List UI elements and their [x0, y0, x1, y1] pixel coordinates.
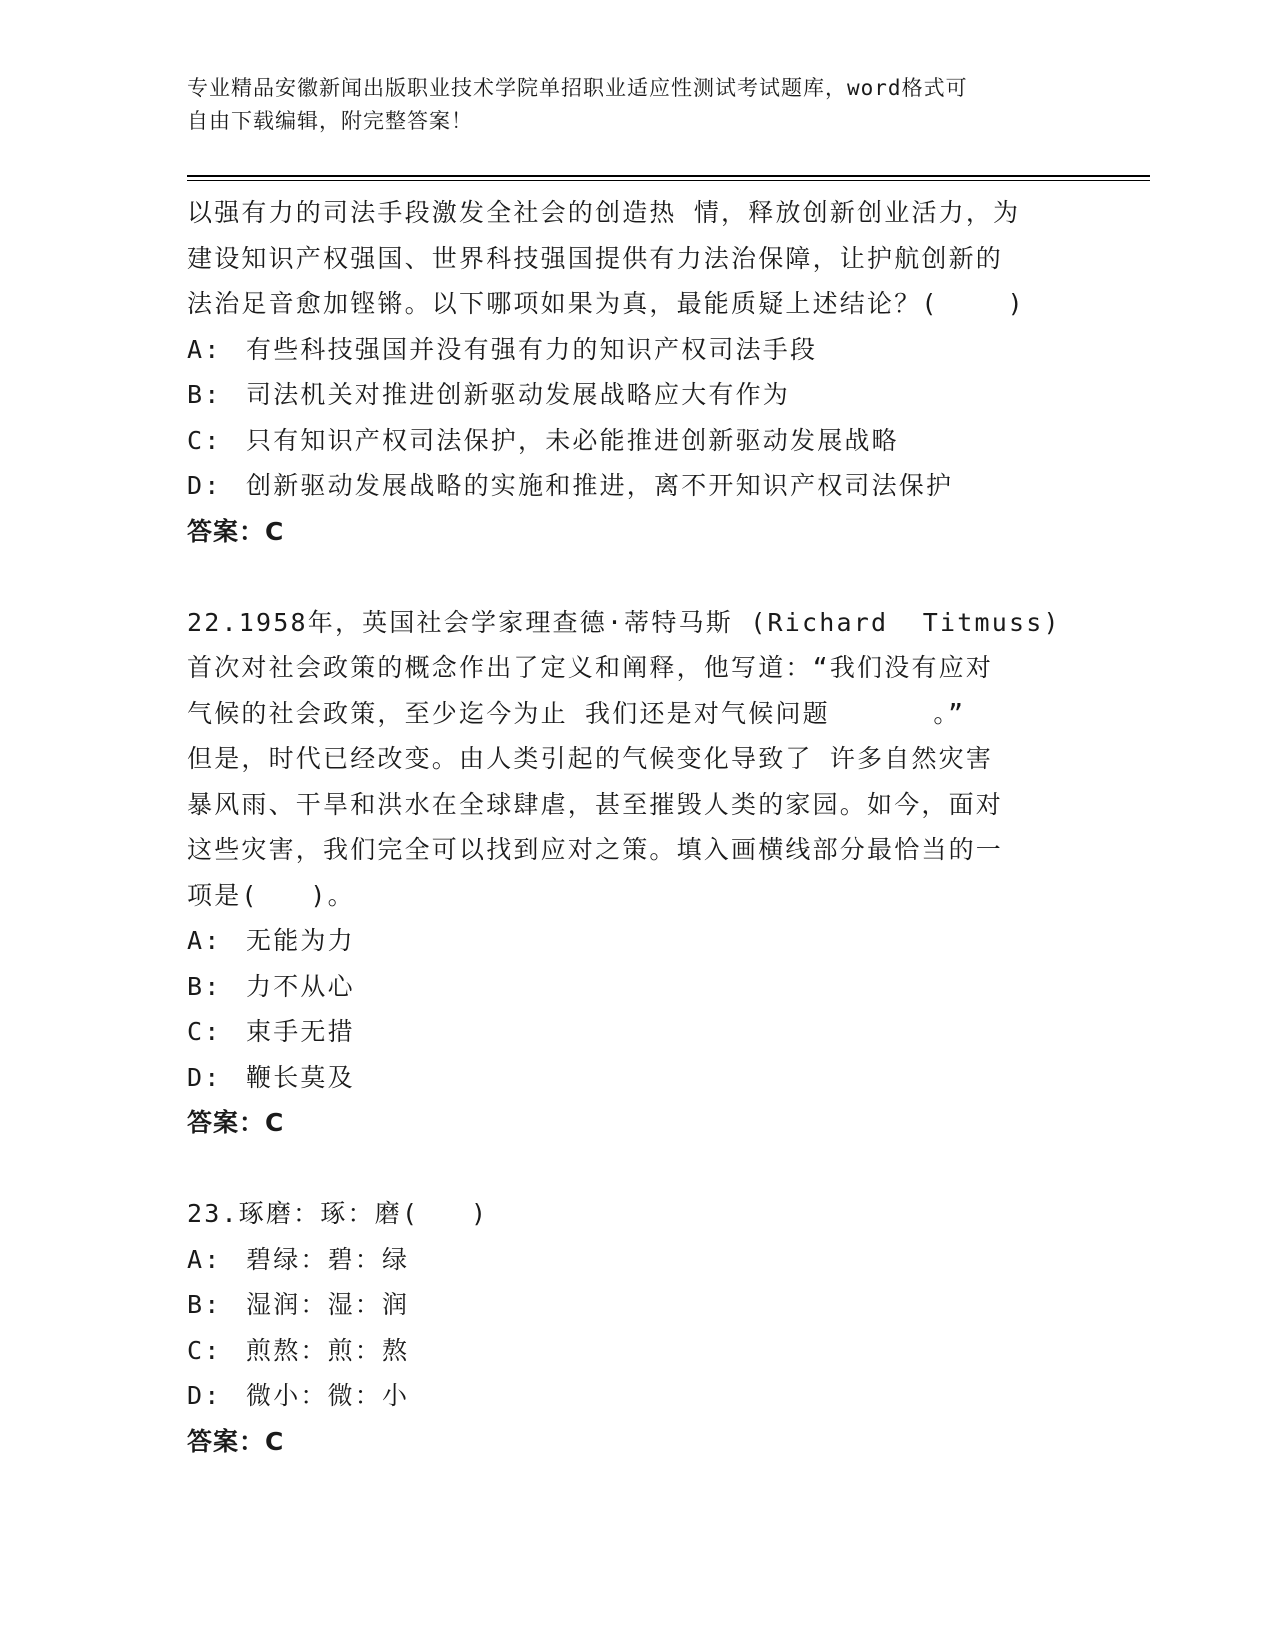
document-header — [187, 72, 1087, 138]
option-text: 微小：微：小 — [246, 1381, 410, 1410]
option-c — [187, 1009, 1087, 1055]
option-label: D: — [187, 1062, 222, 1092]
option-label: B: — [187, 380, 222, 409]
question-21 — [187, 190, 1087, 554]
header-rule-thick — [187, 175, 1150, 177]
option-d — [187, 1055, 1087, 1101]
option-b — [187, 964, 1087, 1010]
header-rule-thin — [187, 180, 1150, 181]
answer: 答案：C — [187, 1426, 285, 1456]
option-text: 束手无措 — [246, 1017, 355, 1046]
question-text-line: 22.1958年，英国社会学家理查德·蒂特马斯 (Richard Titmuss) — [187, 607, 1061, 637]
answer: 答案：C — [187, 516, 285, 546]
option-label: B: — [187, 1290, 222, 1319]
spacer — [187, 554, 1087, 600]
option-label: C: — [187, 1017, 222, 1046]
question-text-line: 项是( )。 — [187, 880, 355, 910]
option-text: 创新驱动发展战略的实施和推进，离不开知识产权司法保护 — [246, 471, 954, 500]
document-body — [187, 190, 1087, 1464]
question-text-line: 但是，时代已经改变。由人类引起的气候变化导致了 许多自然灾害 — [187, 744, 994, 773]
option-d — [187, 463, 1087, 509]
option-c — [187, 418, 1087, 464]
option-label: D: — [187, 471, 222, 500]
header-line-2: 自由下载编辑，附完整答案！ — [187, 109, 473, 133]
option-a — [187, 1237, 1087, 1283]
option-b — [187, 1282, 1087, 1328]
option-text: 力不从心 — [246, 971, 355, 1001]
question-text-line: 气候的社会政策，至少迄今为止 我们还是对气候问题 。” — [187, 698, 966, 728]
spacer — [187, 1146, 1087, 1192]
question-23 — [187, 1191, 1087, 1464]
option-text: 只有知识产权司法保护，未必能推进创新驱动发展战略 — [246, 425, 899, 455]
option-a — [187, 327, 1087, 373]
option-text: 有些科技强国并没有强有力的知识产权司法手段 — [246, 334, 818, 364]
option-c — [187, 1328, 1087, 1374]
question-text-line: 建设知识产权强国、世界科技强国提供有力法治保障，让护航创新的 — [187, 243, 1004, 273]
question-22 — [187, 600, 1087, 1146]
option-label: B: — [187, 971, 222, 1001]
question-text-line: 法治足音愈加铿锵。以下哪项如果为真，最能质疑上述结论？( ) — [187, 289, 1025, 318]
option-label: A: — [187, 334, 222, 364]
question-text-line: 首次对社会政策的概念作出了定义和阐释，他写道：“我们没有应对 — [187, 653, 994, 682]
option-text: 湿润：湿：润 — [246, 1290, 410, 1319]
option-text: 无能为力 — [246, 926, 355, 955]
option-text: 鞭长莫及 — [246, 1062, 355, 1092]
option-text: 煎熬：煎：熬 — [246, 1335, 410, 1365]
option-text: 司法机关对推进创新驱动发展战略应大有作为 — [246, 380, 791, 409]
question-text-line: 以强有力的司法手段激发全社会的创造热 情，释放创新创业活力，为 — [187, 198, 1021, 227]
option-label: D: — [187, 1381, 222, 1410]
option-a — [187, 918, 1087, 964]
question-text-line: 暴风雨、干旱和洪水在全球肆虐，甚至摧毁人类的家园。如今，面对 — [187, 789, 1004, 819]
answer: 答案：C — [187, 1108, 285, 1137]
question-text-line: 23.琢磨：琢：磨( ) — [187, 1199, 489, 1228]
option-label: A: — [187, 1244, 222, 1274]
option-d — [187, 1373, 1087, 1419]
option-label: C: — [187, 1335, 222, 1365]
header-line-1: 专业精品安徽新闻出版职业技术学院单招职业适应性测试考试题库，word格式可 — [187, 76, 968, 100]
option-text: 碧绿：碧：绿 — [246, 1244, 410, 1274]
option-label: C: — [187, 425, 222, 455]
option-label: A: — [187, 926, 222, 955]
option-b — [187, 372, 1087, 418]
question-text-line: 这些灾害，我们完全可以找到应对之策。填入画横线部分最恰当的一 — [187, 835, 1004, 864]
